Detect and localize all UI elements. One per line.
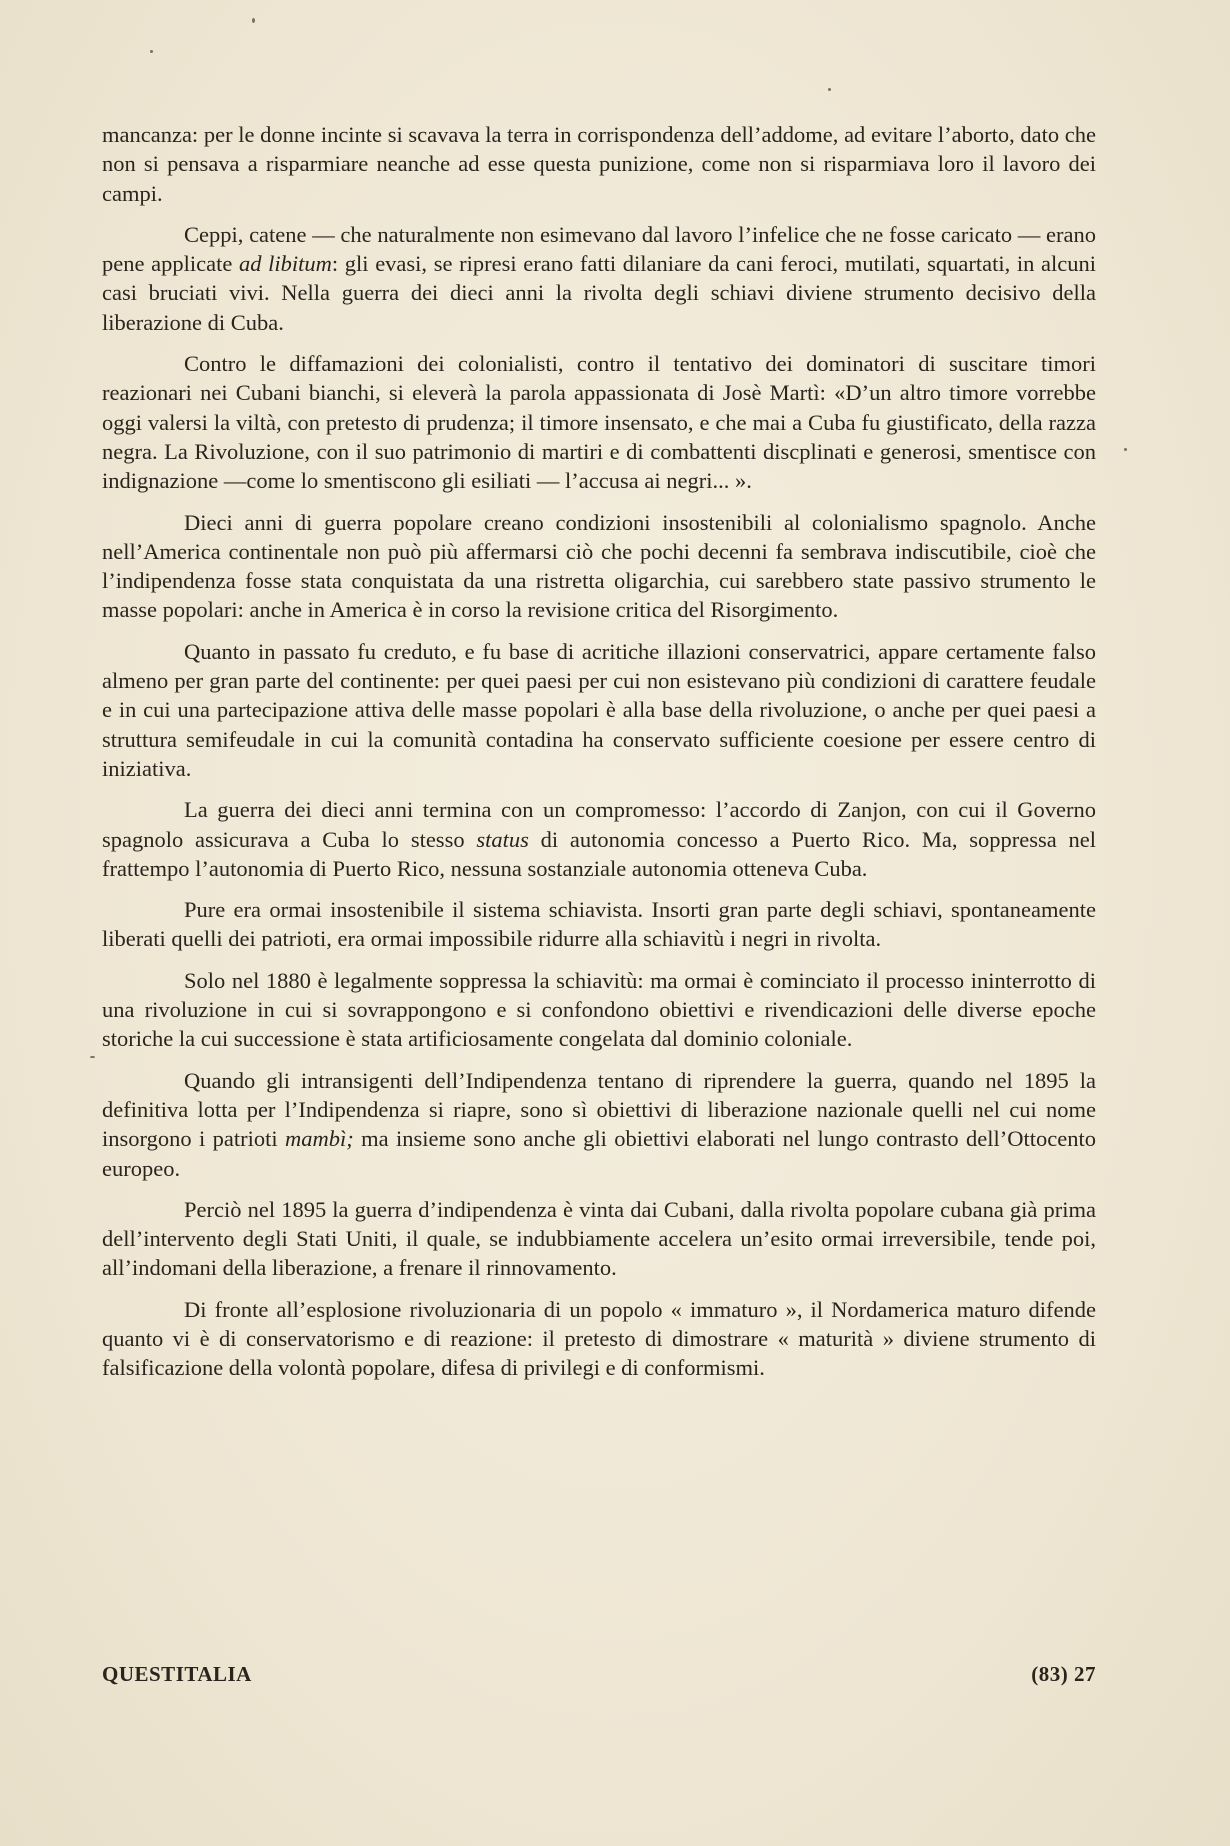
text-run: Di fronte all’esplosione rivoluzionaria di un popolo « immaturo », il Nordamerica maturo difende quanto vi è di conservatorismo e di reazione: il pretesto di dimostrare « maturità » diviene strumento di falsificazione della volontà popolare, difesa di privilegi e di conformismi.: [102, 1296, 1096, 1381]
page-number: (83) 27: [1031, 1662, 1096, 1686]
text-run: di autonomia concesso a Puerto Rico. Ma, soppressa nel frattempo l’autonomia di Puerto Rico, nessuna sostanziale autonomia otteneva Cuba.: [102, 826, 1097, 881]
text-run: Quanto in passato fu creduto, e fu base di acritiche illazioni conservatrici, appare certamente falso almeno per gran parte del continente: per quei paesi per cui non esistevano più condizioni di carattere feudale e in cui una partecipazione attiva delle masse popolari è alla base della rivoluzione, o anche per quei paesi a struttura semifeudale in cui la comunità contadina ha conservato sufficiente coesione per essere centro di iniziativa.: [102, 638, 1096, 781]
journal-name: QUESTITALIA: [102, 1662, 252, 1686]
text-run: Dieci anni di guerra popolare creano condizioni insostenibili al colonialismo spagnolo. Anche nell’America continentale non può più affermarsi ciò che pochi decenni fa sembrava indiscutibile, cioè che l’indipendenza fosse stata conquistata da una ristretta oligarchia, cui sarebbero state passivo strumento le masse popolari: anche in America è in corso la revisione critica del Risorgimento.: [102, 509, 1096, 623]
text-run: Ceppi, catene — che naturalmente non esimevano dal lavoro l’infelice che ne fosse caricato — erano pene applicate: [102, 221, 1096, 277]
text-run: : gli evasi, se ripresi erano fatti dilaniare da cani feroci, mutilati, squartati, in alcuni casi bruciati vivi. Nella guerra dei dieci anni la rivolta degli schiavi diviene strumento decisivo della liberazione di Cuba.: [102, 251, 1096, 335]
text-run: ma insieme sono anche gli obiettivi elaborati nel lungo contrasto dell’Ottocento europeo.: [102, 1126, 1096, 1181]
paper-speck: [828, 88, 831, 91]
paragraph: [102, 895, 1096, 954]
paragraph: [102, 508, 1096, 625]
paragraph: [102, 220, 1096, 337]
paragraph: [102, 1195, 1096, 1283]
article-body: [102, 120, 1096, 1395]
paper-speck: [252, 18, 255, 23]
paper-speck: [150, 50, 153, 53]
italic-text: status: [476, 826, 529, 852]
paragraph: [102, 1295, 1096, 1383]
paragraph: [102, 795, 1096, 883]
paper-speck: [90, 1056, 95, 1058]
text-run: La guerra dei dieci anni termina con un compromesso: l’accordo di Zanjon, con cui il Governo spagnolo assicurava a Cuba lo stesso: [102, 797, 1096, 852]
paragraph: [102, 120, 1096, 208]
italic-text: ad libitum: [238, 251, 332, 277]
text-run: Perciò nel 1895 la guerra d’indipendenza è vinta dai Cubani, dalla rivolta popolare cubana già prima dell’intervento degli Stati Uniti, il quale, se indubbiamente accelera un’esito ormai irreversibile, tende poi, all’indomani della liberazione, a frenare il rinnovamento.: [102, 1196, 1096, 1281]
paragraph: [102, 349, 1096, 495]
text-run: Quando gli intransigenti dell’Indipendenza tentano di riprendere la guerra, quando nel 1895 la definitiva lotta per l’Indipendenza si riapre, sono sì obiettivi di liberazione nazionale quelli nel cui nome insorgono i patrioti: [102, 1067, 1096, 1152]
paragraph: [102, 966, 1096, 1054]
italic-text: mambì;: [284, 1126, 354, 1152]
paper-speck: [1124, 448, 1127, 451]
text-run: Pure era ormai insostenibile il sistema schiavista. Insorti gran parte degli schiavi, spontaneamente liberati quelli dei patrioti, era ormai impossibile ridurre alla schiavitù i negri in rivolta.: [102, 897, 1096, 952]
text-run: Solo nel 1880 è legalmente soppressa la schiavitù: ma ormai è cominciato il processo ininterrotto di una rivoluzione in cui si sovrappongono e si confondono obiettivi e rivendicazioni delle diverse epoche storiche la cui successione è stata artificiosamente congelata dal dominio coloniale.: [102, 967, 1096, 1052]
paragraph: [102, 637, 1096, 783]
paragraph: [102, 1066, 1096, 1183]
text-run: Contro le diffamazioni dei colonialisti, contro il tentativo dei dominatori di suscitare timori reazionari nei Cubani bianchi, si eleverà la parola appassionata di Josè Martì: «D’un altro timore vorrebbe oggi valersi la viltà, con pretesto di prudenza; il timore insensato, e che mai a Cuba fu giustificato, della razza negra. La Rivoluzione, con il suo patrimonio di martiri e di combattenti discplinati e generosi, smentisce con indignazione —come lo smentiscono gli esiliati — l’accusa ai negri... ».: [102, 351, 1096, 494]
text-run: mancanza: per le donne incinte si scavava la terra in corrispondenza dell’addome, ad evitare l’aborto, dato che non si pensava a risparmiare neanche ad esse questa punizione, come non si risparmiava loro il lavoro dei campi.: [102, 122, 1096, 206]
